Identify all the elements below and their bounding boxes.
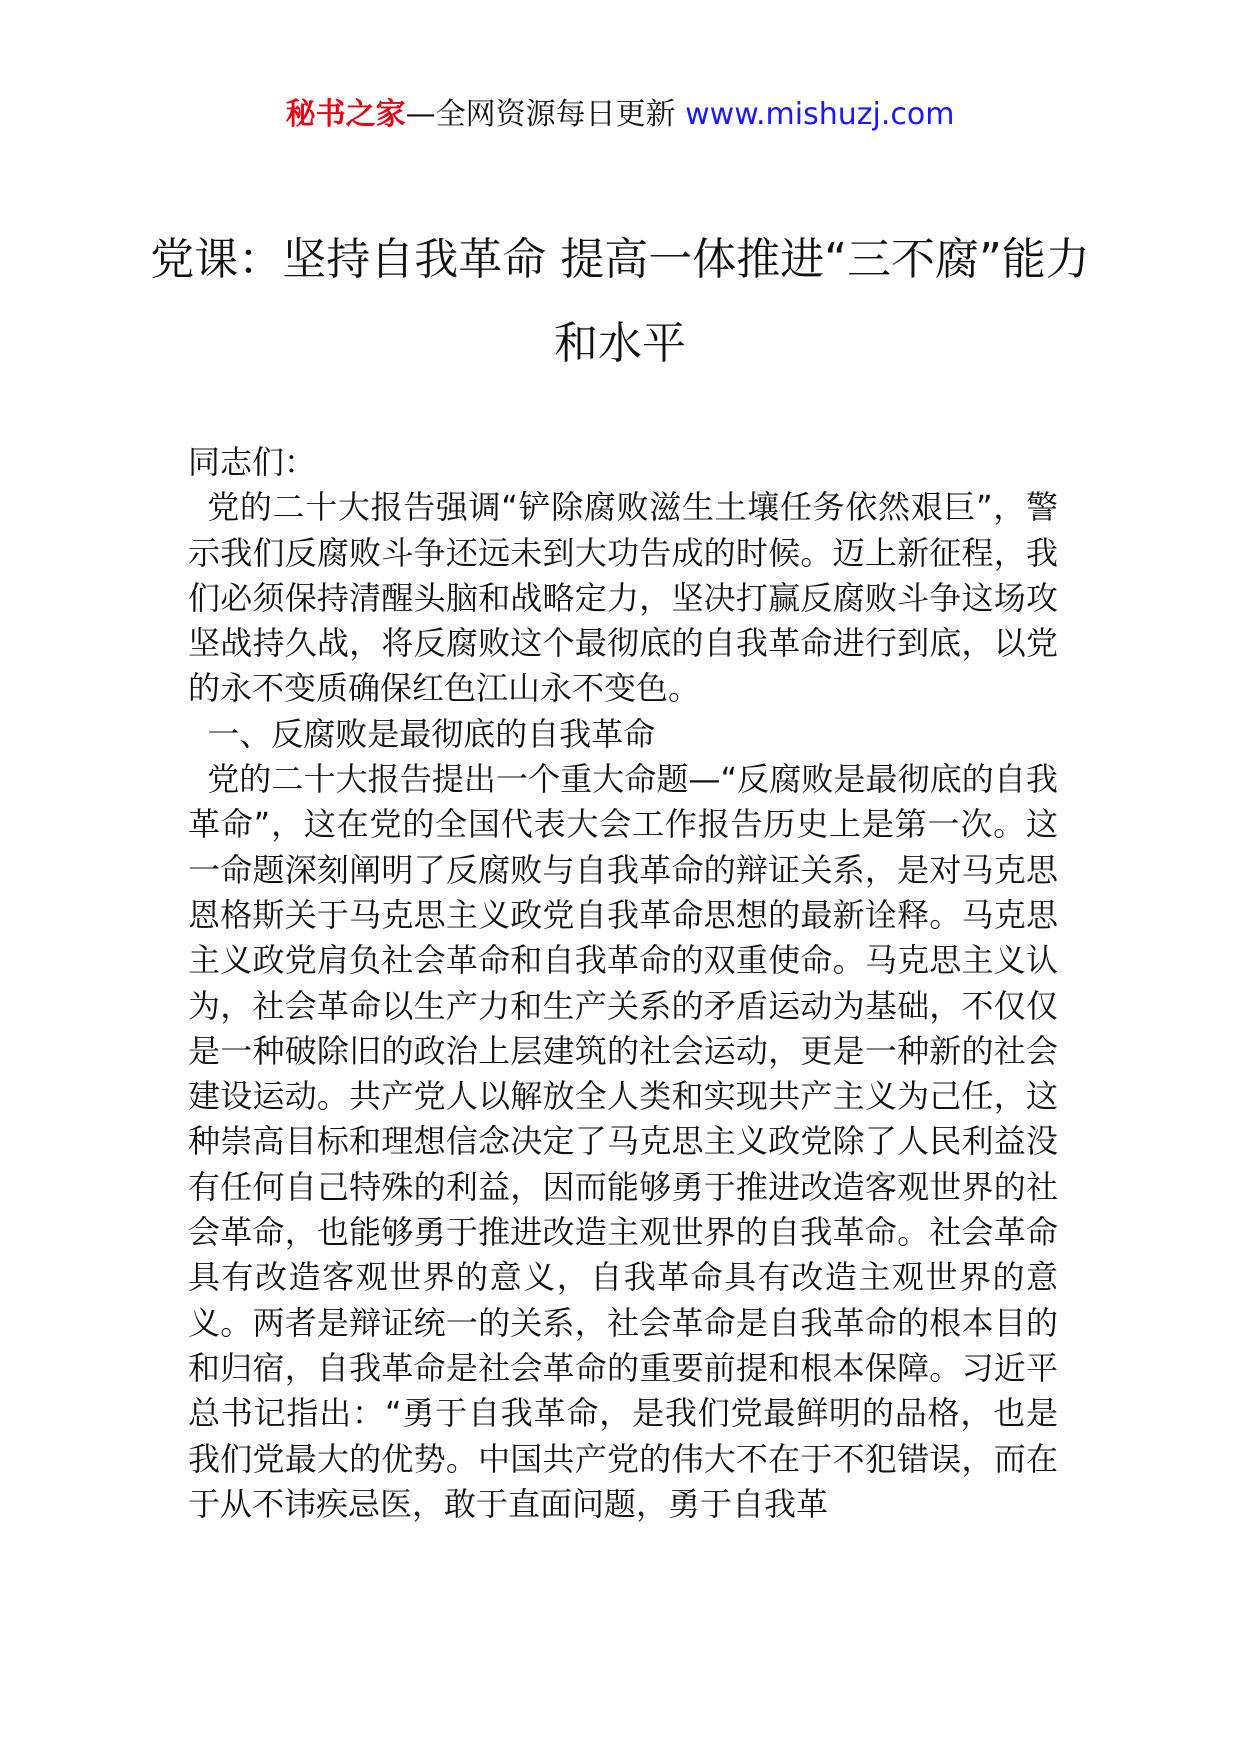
- document-body: [188, 440, 1058, 1527]
- site-url-link[interactable]: www.mishuzj.com: [685, 97, 955, 132]
- salutation: 同志们：: [188, 443, 317, 481]
- paragraph: 党的二十大报告提出一个重大命题—“反腐败是最彻底的自我革命”，这在党的全国代表大会工作报告历史上是第一次。这一命题深刻阐明了反腐败与自我革命的辩证关系，是对马克思恩格斯关于马克思主义政党自我革命思想的最新诠释。马克思主义政党肩负社会革命和自我革命的双重使命。马克思主义认为，社会革命以生产力和生产关系的矛盾运动为基础，不仅仅是一种破除旧的政治上层建筑的社会运动，更是一种新的社会建设运动。共产党人以解放全人类和实现共产主义为己任，这种崇高目标和理想信念决定了马克思主义政党除了人民利益没有任何自己特殊的利益，因而能够勇于推进改造客观世界的社会革命，也能够勇于推进改造主观世界的自我革命。社会革命具有改造客观世界的意义，自我革命具有改造主观世界的意义。两者是辩证统一的关系，社会革命是自我革命的根本目的和归宿，自我革命是社会革命的重要前提和根本保障。习近平总书记指出：“勇于自我革命，是我们党最鲜明的品格，也是我们党最大的优势。中国共产党的伟大不在于不犯错误，而在于从不讳疾忌医，敢于直面问题，勇于自我革: [188, 760, 1058, 1523]
- site-header: [0, 93, 1240, 137]
- paragraph: 党的二十大报告强调“铲除腐败滋生土壤任务依然艰巨”，警示我们反腐败斗争还远未到大功告成的时候。迈上新征程，我们必须保持清醒头脑和战略定力，坚决打赢反腐败斗争这场攻坚战持久战，将反腐败这个最彻底的自我革命进行到底，以党的永不变质确保红色江山永不变色。: [188, 488, 1058, 708]
- document-title: 党课：坚持自我革命 提高一体推进“三不腐”能力和水平: [150, 234, 1090, 369]
- site-tagline: —全网资源每日更新: [405, 97, 676, 132]
- brand-name: 秘书之家: [285, 97, 406, 132]
- section-heading: 一、反腐败是最彻底的自我革命: [207, 714, 656, 753]
